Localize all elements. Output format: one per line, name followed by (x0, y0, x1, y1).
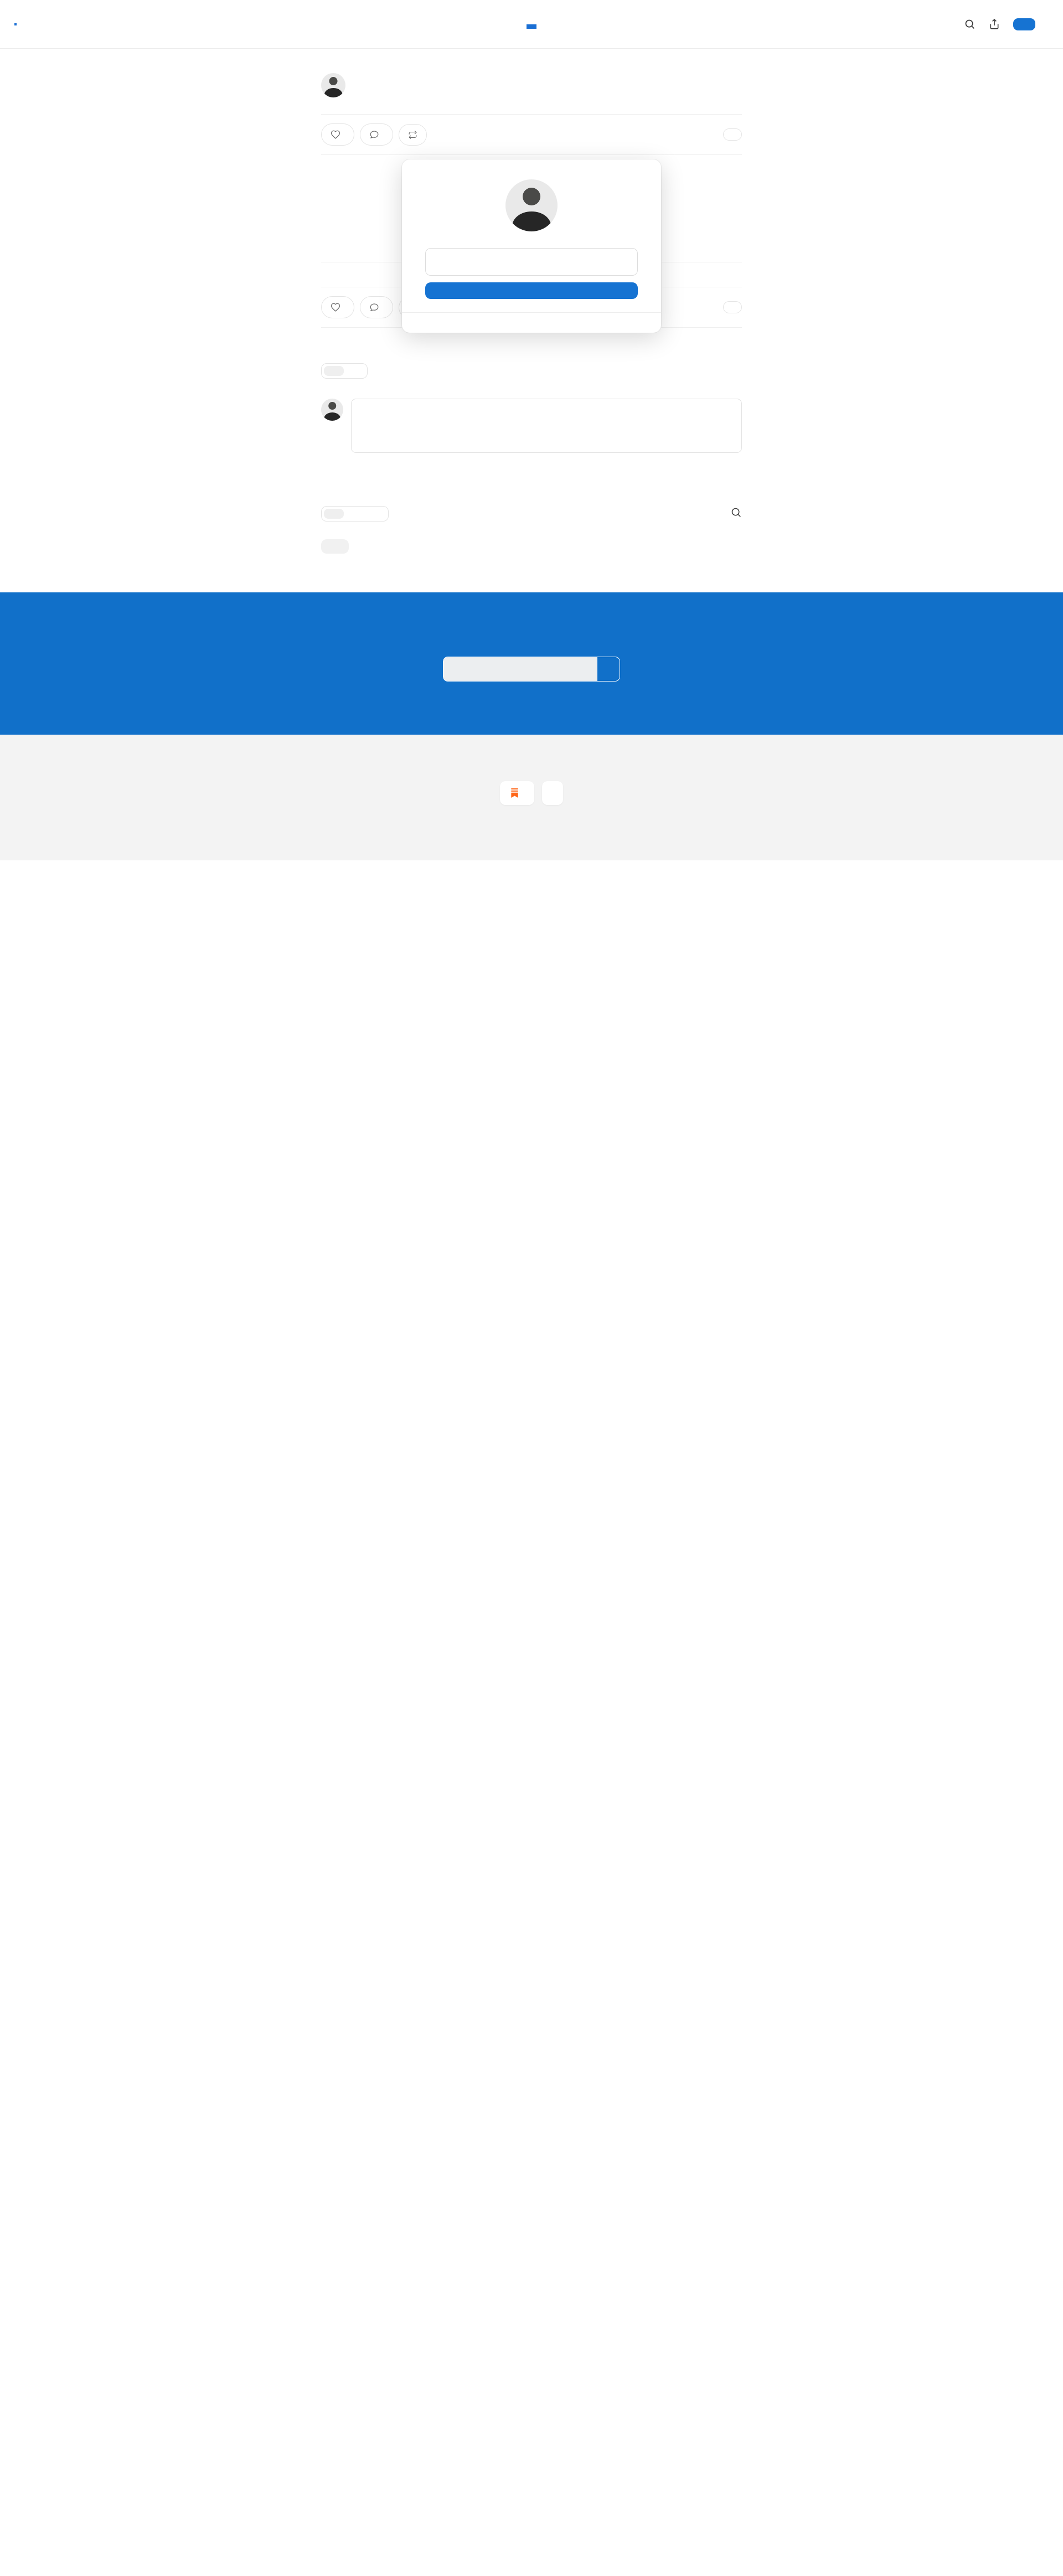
archive-tabs-row (321, 506, 742, 522)
like-button[interactable] (321, 296, 354, 318)
modal-subscribe-button[interactable] (425, 282, 638, 299)
modal-footer (402, 312, 661, 333)
discussion-tab-group (321, 363, 368, 379)
comment-composer (321, 399, 742, 453)
share-post-button[interactable] (723, 301, 742, 313)
restack-icon (408, 130, 417, 140)
ready-for-more-band (0, 592, 1063, 735)
share-icon[interactable] (989, 18, 1000, 30)
footer-subscribe-widget (443, 657, 620, 682)
heart-icon (331, 302, 340, 312)
restack-button[interactable] (399, 124, 427, 146)
footer-email-input[interactable] (443, 657, 597, 681)
publication-mini-logo[interactable] (14, 23, 17, 25)
byline (321, 73, 742, 97)
substack-icon (510, 788, 519, 798)
see-all-button[interactable] (321, 539, 349, 554)
comment-button[interactable] (360, 296, 393, 318)
start-writing-button[interactable] (500, 781, 534, 805)
top-navigation-bar (0, 0, 1063, 49)
share-post-button[interactable] (723, 128, 742, 141)
tab-latest[interactable] (345, 509, 365, 519)
get-app-button[interactable] (542, 781, 563, 805)
tab-restacks[interactable] (345, 366, 365, 376)
search-icon[interactable] (964, 18, 976, 30)
site-footer (0, 735, 1063, 860)
comment-icon (369, 302, 379, 312)
heart-icon (331, 130, 340, 140)
comment-icon (369, 130, 379, 140)
archive-search-icon[interactable] (730, 507, 742, 521)
comment-button[interactable] (360, 123, 393, 146)
header-subscribe-button[interactable] (1013, 18, 1035, 30)
modal-email-input[interactable] (425, 248, 638, 276)
publication-avatar (505, 179, 558, 231)
comment-input[interactable] (351, 399, 742, 453)
tab-top[interactable] (324, 509, 344, 519)
tab-comments[interactable] (324, 366, 344, 376)
like-button[interactable] (321, 123, 354, 146)
author-avatar[interactable] (321, 73, 345, 97)
footer-subscribe-button[interactable] (597, 657, 620, 681)
viewer-avatar (321, 399, 343, 421)
register-spill-logo[interactable] (527, 19, 536, 29)
subscribe-modal (402, 159, 661, 333)
post-action-row (321, 115, 742, 154)
tab-discussions[interactable] (366, 509, 386, 519)
